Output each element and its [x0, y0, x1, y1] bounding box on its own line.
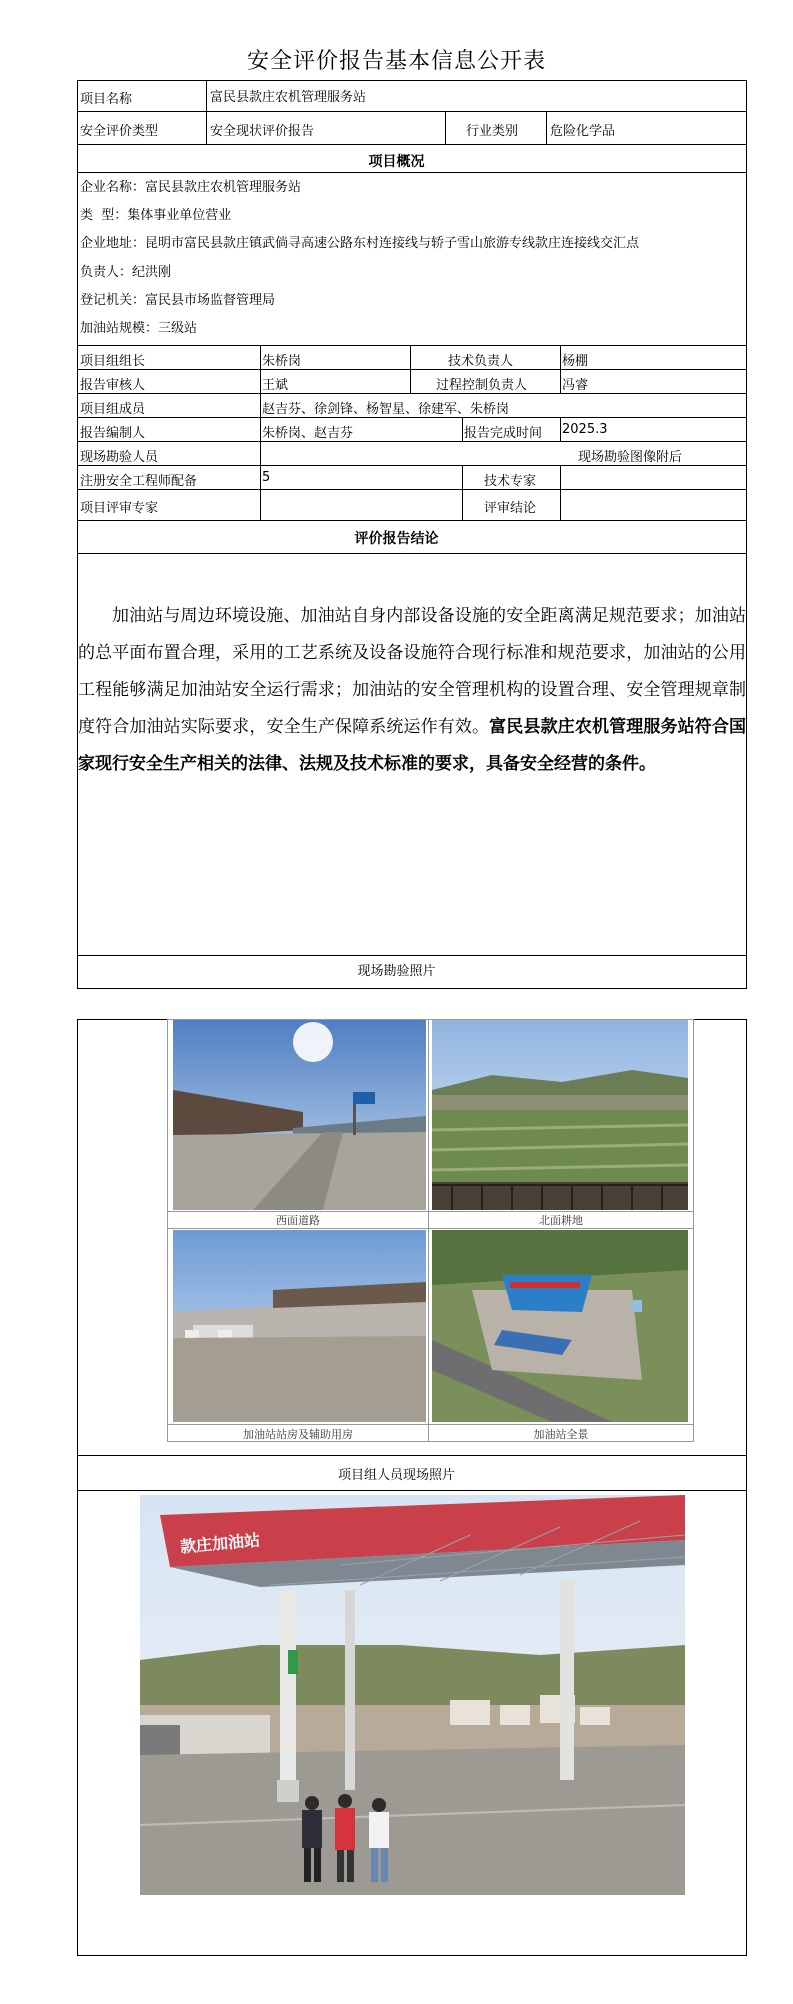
process-lead-value: 冯睿 [562, 378, 589, 393]
photo-north-farmland [432, 1020, 688, 1210]
engineers-label: 注册安全工程师配备 [80, 474, 198, 489]
tech-lead-label: 技术负责人 [448, 354, 514, 369]
finish-value: 2025.3 [562, 422, 608, 437]
conclusion-text [78, 598, 746, 783]
leader-value: 朱桥岗 [262, 354, 302, 369]
engineers-value: 5 [262, 470, 271, 485]
site-staff-label: 现场勘验人员 [80, 450, 159, 465]
overview-line-company: 企业名称：富民县款庄农机管理服务站 [80, 180, 302, 195]
caption-station-overview: 加油站全景 [533, 1428, 589, 1441]
photo-station-overview [432, 1230, 688, 1422]
review-expert-label: 项目评审专家 [80, 501, 159, 516]
reviewer-value: 王斌 [262, 378, 289, 393]
members-label: 项目组成员 [80, 402, 146, 417]
tech-lead-value: 杨棚 [562, 354, 589, 369]
photo-station-building [173, 1230, 426, 1422]
overview-heading: 项目概况 [368, 154, 425, 170]
overview-line-type: 类 型：集体事业单位营业 [80, 208, 232, 223]
project-name-value: 富民县款庄农机管理服务站 [210, 90, 367, 105]
overview-line-scale: 加油站规模：三级站 [80, 321, 198, 336]
overview-line-registrar: 登记机关：富民县市场监督管理局 [80, 293, 276, 308]
eval-type-value: 安全现状评价报告 [210, 124, 315, 139]
eval-type-label: 安全评价类型 [80, 124, 159, 139]
industry-value: 危险化学品 [550, 124, 616, 139]
finish-label: 报告完成时间 [464, 426, 543, 441]
team-photo-heading: 项目组人员现场照片 [337, 1468, 455, 1483]
process-lead-label: 过程控制负责人 [436, 378, 528, 393]
photo-west-road [173, 1020, 426, 1210]
overview-line-address: 企业地址：昆明市富民县款庄镇武倘寻高速公路东村连接线与轿子雪山旅游专线款庄连接线交汇点 [80, 236, 640, 251]
team-photo [140, 1495, 685, 1895]
tech-expert-label: 技术专家 [484, 474, 537, 489]
author-label: 报告编制人 [80, 426, 146, 441]
caption-north-farmland: 北面耕地 [539, 1214, 583, 1227]
conclusion-heading: 评价报告结论 [354, 531, 439, 547]
conclusion-text-bold: 富民县款庄农机管理服务站符合国家现行安全生产相关的法律、法规及技术标准的要求，具备安全经营的条件。 [78, 717, 747, 774]
page-title: 安全评价报告基本信息公开表 [246, 49, 546, 74]
caption-station-building: 加油站站房及辅助用房 [243, 1428, 353, 1441]
site-staff-note: 现场勘验图像附后 [578, 450, 683, 465]
overview-line-principal: 负责人：纪洪刚 [80, 265, 172, 280]
industry-label: 行业类别 [466, 124, 519, 139]
members-value: 赵吉芬、徐剑锋、杨智星、徐建军、朱桥岗 [262, 402, 510, 417]
leader-label: 项目组组长 [80, 354, 146, 369]
review-conclusion-label: 评审结论 [484, 501, 537, 516]
author-value: 朱桥岗、赵吉芬 [262, 426, 354, 441]
conclusion-text-normal: 加油站与周边环境设施、加油站自身内部设备设施的安全距离满足规范要求；加油站的总平面布置合理，采用的工艺系统及设备设施符合现行标准和规范要求，加油站的公用工程能够满足加油站安全运行需求；加油站的安全管理机构的设置合理、安全管理规章制度符合加油站实际要求，安全生产保障系统运作有效。 [78, 606, 746, 737]
canopy-sign-text: 款庄加油站 [179, 1530, 261, 1557]
project-name-label: 项目名称 [80, 92, 133, 107]
caption-west-road: 西面道路 [276, 1214, 320, 1227]
reviewer-label: 报告审核人 [80, 378, 146, 393]
site-photos-heading: 现场勘验照片 [357, 964, 436, 979]
